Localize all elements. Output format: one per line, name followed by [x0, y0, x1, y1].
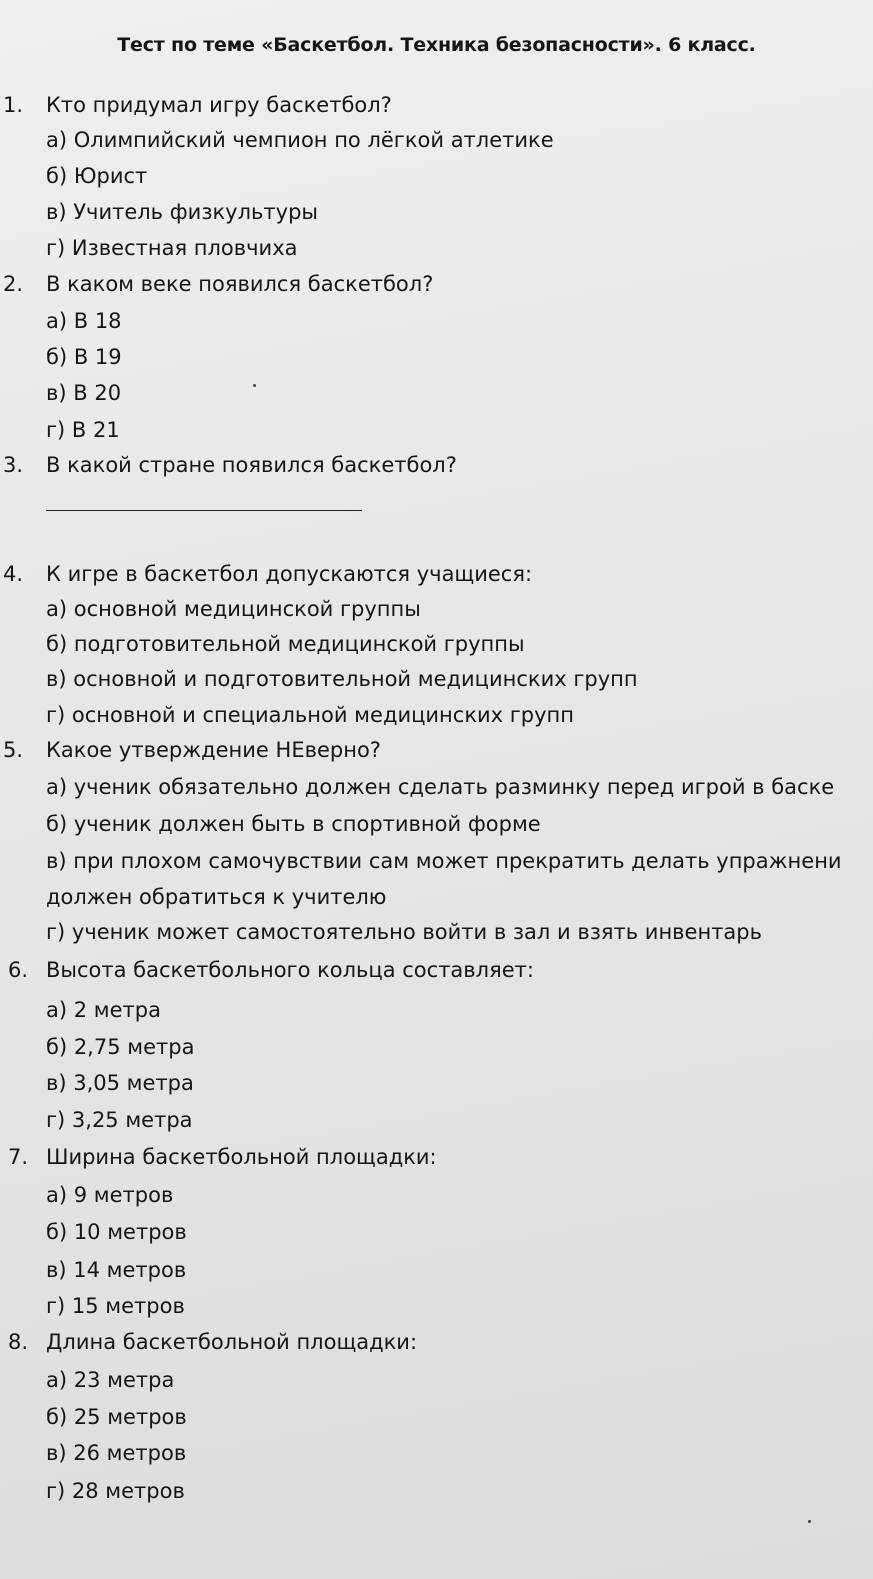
answer-option: а) Олимпийский чемпион по лёгкой атлетике — [46, 128, 554, 152]
answer-option: г) основной и специальной медицинских групп — [46, 703, 575, 727]
answer-option: в) Учитель физкультуры — [46, 200, 318, 224]
question-text: В какой стране появился баскетбол? — [46, 453, 457, 477]
answer-option: в) В 20 — [46, 381, 122, 405]
answer-option: б) 25 метров — [46, 1405, 187, 1429]
answer-option: б) ученик должен быть в спортивной форме — [46, 812, 541, 836]
answer-option: в) при плохом самочувствии сам может прекратить делать упражнени — [46, 849, 842, 873]
paper-speck — [253, 384, 256, 387]
answer-option: а) В 18 — [46, 309, 122, 333]
answer-option: г) ученик может самостоятельно войти в зал и взять инвентарь — [46, 920, 763, 944]
answer-option: а) основной медицинской группы — [46, 597, 421, 621]
question-text: Кто придумал игру баскетбол? — [46, 93, 392, 117]
answer-option: а) ученик обязательно должен сделать разминку перед игрой в баске — [46, 775, 835, 799]
question-text: Ширина баскетбольной площадки: — [46, 1145, 437, 1169]
question-number: 4. — [3, 562, 24, 586]
question-text: Какое утверждение НЕверно? — [46, 738, 381, 762]
question-number: 6. — [8, 958, 29, 982]
answer-blank-line — [46, 510, 362, 511]
answer-option-continuation: должен обратиться к учителю — [46, 885, 387, 909]
question-text: К игре в баскетбол допускаются учащиеся: — [46, 562, 533, 586]
answer-option: г) 28 метров — [46, 1479, 185, 1503]
answer-option: а) 23 метра — [46, 1368, 175, 1392]
question-number: 1. — [3, 93, 24, 117]
question-number: 8. — [8, 1330, 29, 1354]
answer-option: в) 14 метров — [46, 1258, 187, 1282]
answer-option: г) Известная пловчиха — [46, 236, 298, 260]
paper-speck — [808, 1520, 811, 1523]
question-number: 7. — [8, 1145, 29, 1169]
answer-option: в) 3,05 метра — [46, 1071, 194, 1095]
answer-option: б) В 19 — [46, 345, 122, 369]
page-title: Тест по теме «Баскетбол. Техника безопасности». 6 класс. — [117, 34, 756, 56]
answer-option: г) В 21 — [46, 418, 120, 442]
question-text: Длина баскетбольной площадки: — [46, 1330, 418, 1354]
answer-option: г) 15 метров — [46, 1294, 185, 1318]
answer-option: в) 26 метров — [46, 1441, 187, 1465]
answer-option: б) подготовительной медицинской группы — [46, 632, 525, 656]
question-number: 2. — [3, 272, 24, 296]
answer-option: а) 2 метра — [46, 998, 161, 1022]
answer-option: а) 9 метров — [46, 1183, 174, 1207]
answer-option: г) 3,25 метра — [46, 1108, 193, 1132]
answer-option: в) основной и подготовительной медицинских групп — [46, 667, 638, 691]
question-text: Высота баскетбольного кольца составляет: — [46, 958, 534, 982]
answer-option: б) 2,75 метра — [46, 1035, 195, 1059]
question-number: 3. — [3, 453, 24, 477]
question-text: В каком веке появился баскетбол? — [46, 272, 434, 296]
answer-option: б) Юрист — [46, 164, 148, 188]
answer-option: б) 10 метров — [46, 1220, 187, 1244]
question-number: 5. — [3, 738, 24, 762]
